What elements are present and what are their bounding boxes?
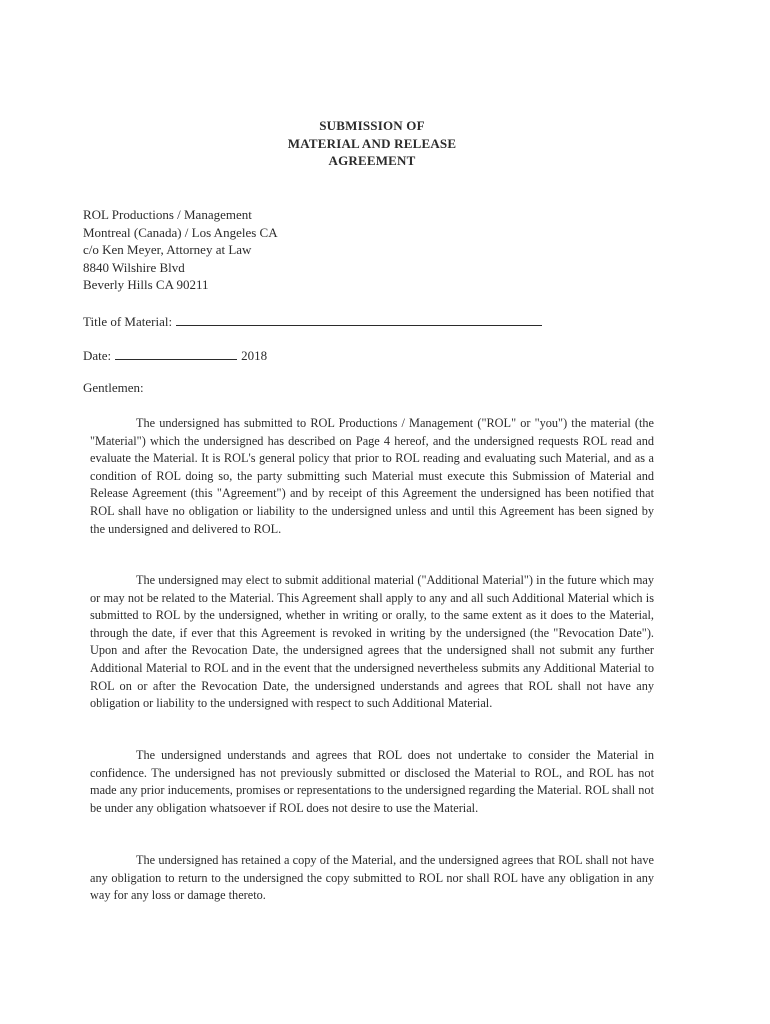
title-line-1: SUBMISSION OF [319,118,425,133]
title-of-material-label: Title of Material: [83,314,173,329]
document-title [0,117,744,170]
date-row [83,346,267,364]
address-line-3: c/o Ken Meyer, Attorney at Law [83,242,252,257]
date-label: Date: [83,348,112,363]
paragraph-submission: The undersigned has submitted to ROL Productions / Management ("ROL" or "you") the material (the "Material") which the undersigned has described on Page 4 hereof, and the undersigned requests ROL read and evaluate the Material. It is ROL's general policy that prior to ROL reading and evaluating such Material, and as a condition of ROL doing so, the party submitting such Material must execute this Submission of Material and Release Agreement (this "Agreement") and by receipt of this Agreement the undersigned has been notified that ROL shall have no obligation or liability to the undersigned unless and until this Agreement has been signed by the undersigned and delivered to ROL. [90,416,654,536]
address-line-4: 8840 Wilshire Blvd [83,259,185,275]
title-of-material-blank[interactable] [176,312,542,326]
paragraph-copy-retained: The undersigned has retained a copy of the Material, and the undersigned agrees that ROL shall not have any obligation to return to the undersigned the copy submitted to ROL nor shall ROL have any obligation in any way for any loss or damage thereto. [90,853,654,903]
title-line-3: AGREEMENT [328,153,416,168]
paragraph-confidence: The undersigned understands and agrees that ROL does not undertake to consider the Material in confidence. The undersigned has not previously submitted or disclosed the Material to ROL, and ROL has not made any prior inducements, promises or representations to the undersigned regarding the Material. ROL shall not be under any obligation whatsoever if ROL does not desire to use the Material. [90,748,654,815]
date-blank[interactable] [115,346,237,360]
address-line-5: Beverly Hills CA 90211 [83,277,209,292]
date-year: 2018 [241,348,268,363]
salutation: Gentlemen: [83,380,144,395]
recipient-address [83,206,278,294]
address-line-1: ROL Productions / Management [83,207,252,222]
title-line-2: MATERIAL AND RELEASE [287,135,457,151]
address-line-2: Montreal (Canada) / Los Angeles CA [83,224,278,240]
title-of-material-row [83,312,542,330]
paragraph-additional-material: The undersigned may elect to submit additional material ("Additional Material") in the future which may or may not be related to the Material. This Agreement shall apply to any and all such Additional Material which is submitted to ROL by the undersigned, whether in writing or orally, to the same extent as it does to the Material, through the date, if ever that this Agreement is revoked in writing by the undersigned (the "Revocation Date"). Upon and after the Revocation Date, the undersigned agrees that the undersigned shall not submit any further Additional Material to ROL and in the event that the undersigned nevertheless submits any Additional Material to ROL on or after the Revocation Date, the undersigned understands and agrees that ROL shall not have any obligation or liability to the undersigned with respect to such Additional Material. [90,573,654,711]
